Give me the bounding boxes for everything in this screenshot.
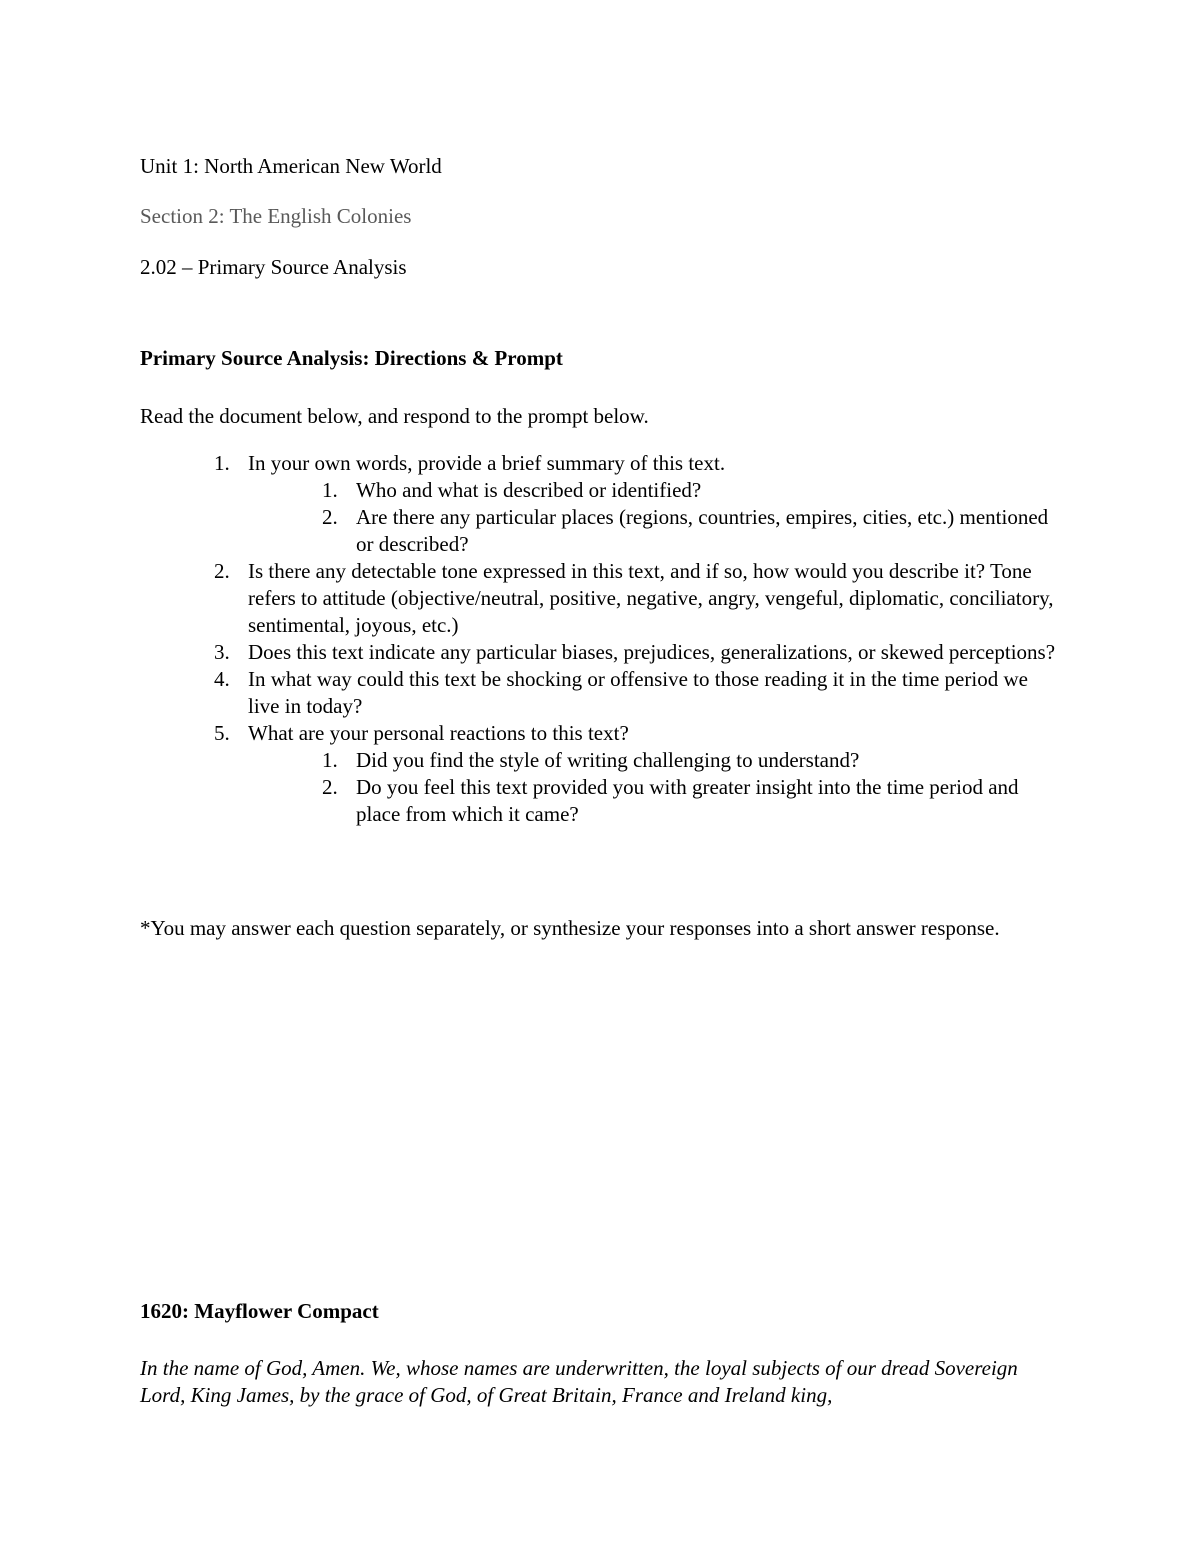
question-number: 4. xyxy=(214,667,230,691)
sub-question-number: 2. xyxy=(322,505,338,529)
question-list xyxy=(140,450,1060,828)
question-number: 3. xyxy=(214,640,230,664)
sub-question-item xyxy=(140,504,1060,558)
question-text: Is there any detectable tone expressed in this text, and if so, how would you describe it? Tone refers to attitude (objective/neutral, positive, negative, angry, vengeful, diplomatic, conciliatory, sentimental, joyous, etc.) xyxy=(248,559,1054,637)
question-number: 2. xyxy=(214,559,230,583)
section-title: Section 2: The English Colonies xyxy=(140,204,412,228)
sub-question-text: Did you find the style of writing challenging to understand? xyxy=(356,748,860,772)
sub-question-item xyxy=(140,747,1060,774)
sub-question-text: Are there any particular places (regions, countries, empires, cities, etc.) mentioned or described? xyxy=(356,505,1049,556)
directions-heading: Primary Source Analysis: Directions & Prompt xyxy=(140,346,563,370)
sub-question-item xyxy=(140,774,1060,828)
sub-question-text: Who and what is described or identified? xyxy=(356,478,702,502)
answer-note: *You may answer each question separately, or synthesize your responses into a short answer response. xyxy=(140,916,1000,940)
question-item xyxy=(140,558,1060,639)
lesson-title: 2.02 – Primary Source Analysis xyxy=(140,255,407,279)
question-text: What are your personal reactions to this text? xyxy=(248,721,629,745)
question-text: In your own words, provide a brief summary of this text. xyxy=(248,451,726,475)
question-number: 1. xyxy=(214,451,230,475)
document-text: In the name of God, Amen. We, whose names are underwritten, the loyal subjects of our dread Sovereign Lord, King James, by the grace of God, of Great Britain, France and Ireland king, xyxy=(140,1356,1018,1407)
sub-question-number: 2. xyxy=(322,775,338,799)
sub-question-number: 1. xyxy=(322,478,338,502)
question-number: 5. xyxy=(214,721,230,745)
question-item xyxy=(140,666,1060,720)
directions-intro: Read the document below, and respond to the prompt below. xyxy=(140,404,649,428)
question-text: In what way could this text be shocking or offensive to those reading it in the time period we live in today? xyxy=(248,667,1028,718)
question-item xyxy=(140,639,1060,666)
question-item xyxy=(140,720,1060,747)
question-item xyxy=(140,450,1060,477)
sub-question-text: Do you feel this text provided you with greater insight into the time period and place from which it came? xyxy=(356,775,1019,826)
sub-question-number: 1. xyxy=(322,748,338,772)
question-text: Does this text indicate any particular biases, prejudices, generalizations, or skewed perceptions? xyxy=(248,640,1056,664)
sub-question-item xyxy=(140,477,1060,504)
document-title: 1620: Mayflower Compact xyxy=(140,1299,379,1323)
unit-title: Unit 1: North American New World xyxy=(140,154,442,178)
